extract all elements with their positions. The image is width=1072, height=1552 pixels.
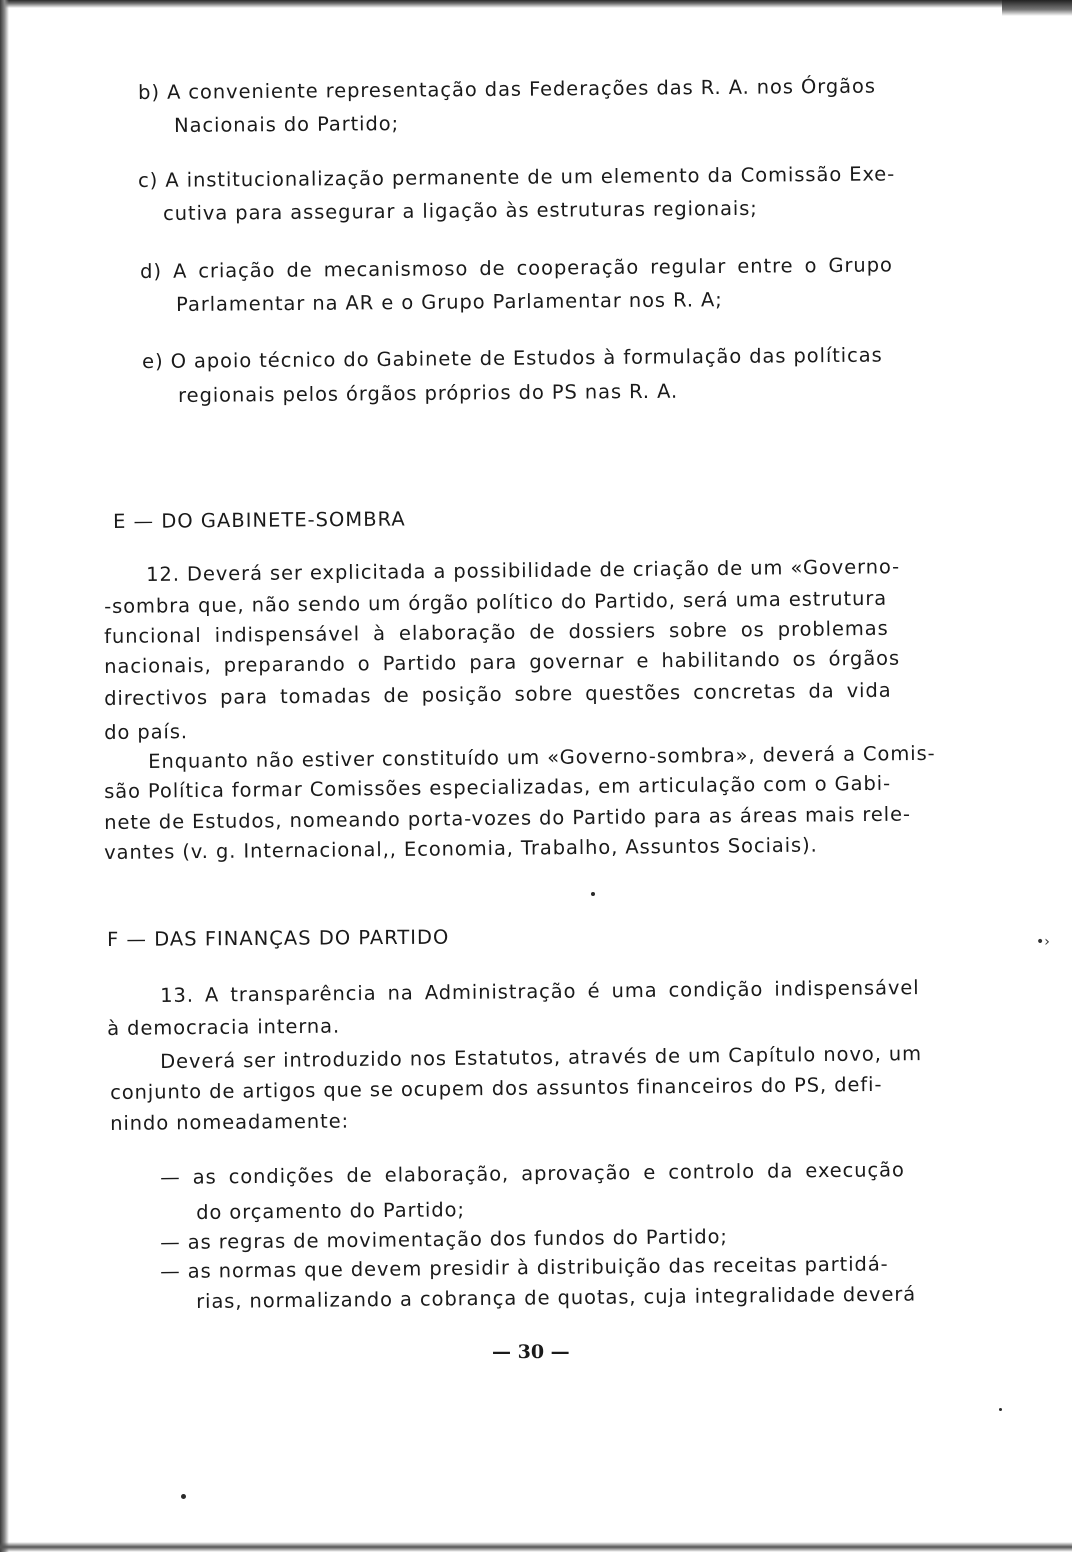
section-e-heading: E — DO GABINETE-SOMBRA <box>113 507 406 533</box>
item-e-text-1: O apoio técnico do Gabinete de Estudos à formulação das políticas <box>170 343 883 373</box>
para-13-line-2: à democracia interna. <box>107 1014 341 1040</box>
item-b-letter: b) <box>138 80 161 104</box>
para-13-line-1: 13. A transparência na Administração é uma condição indispensável <box>160 976 920 1007</box>
item-e-line-1 <box>142 341 883 377</box>
dash-item-3-line-1: — as normas que devem presidir à distribuição das receitas partidá- <box>160 1252 889 1283</box>
item-b-line-1 <box>138 72 876 108</box>
para-12-line-1: 12. Deverá ser explicitada a possibilidade de criação de um «Governo- <box>146 555 901 586</box>
scan-corner-mark <box>1002 0 1072 16</box>
page-number: — 30 — <box>492 1341 570 1363</box>
para-12-line-3: funcional indispensável à elaboração de dossiers sobre os problemas <box>104 616 889 648</box>
item-c-text-2: cutiva para assegurar a ligação às estruturas regionais; <box>163 196 758 225</box>
item-c-line-1 <box>138 159 895 196</box>
section-f-heading: F — DAS FINANÇAS DO PARTIDO <box>107 925 450 951</box>
para-12-line-4: nacionais, preparando o Partido para governar e habilitando os órgãos <box>104 646 901 678</box>
item-d-text-1: A criação de mecanismoso de cooperação regular entre o Grupo <box>172 253 893 283</box>
scan-edge-bottom <box>0 1542 1072 1552</box>
dash-item-2-line-1: — as regras de movimentação dos fundos do Partido; <box>160 1225 728 1254</box>
margin-mark: •› <box>1036 934 1050 950</box>
para-12b-line-2: são Política formar Comissões especializadas, em articulação com o Gabi- <box>104 771 892 803</box>
para-13b-line-3: nindo nomeadamente: <box>110 1109 350 1135</box>
para-12-line-2: -sombra que, não sendo um órgão político do Partido, será uma estrutura <box>104 586 888 618</box>
item-c-text-1: A institucionalização permanente de um elemento da Comissão Exe- <box>165 162 896 192</box>
scan-speck <box>181 1494 186 1499</box>
item-b-text-2: Nacionais do Partido; <box>174 112 400 137</box>
para-12b-line-1: Enquanto não estiver constituído um «Governo-sombra», deverá a Comis- <box>148 741 936 773</box>
para-13b-line-2: conjunto de artigos que se ocupem dos assuntos financeiros do PS, defi- <box>110 1072 883 1104</box>
para-12-line-5: directivos para tomadas de posição sobre questões concretas da vida <box>104 678 892 710</box>
item-d-text-2: Parlamentar na AR e o Grupo Parlamentar nos R. A; <box>176 288 723 316</box>
para-12b-line-3: nete de Estudos, nomeando porta-vozes do Partido para as áreas mais rele- <box>104 802 911 834</box>
scan-speck <box>591 892 595 896</box>
para-13b-line-1: Deverá ser introduzido nos Estatutos, através de um Capítulo novo, um <box>160 1042 923 1073</box>
para-12-line-6: do país. <box>104 720 189 744</box>
item-e-text-2: regionais pelos órgãos próprios do PS nas R. A. <box>178 379 679 407</box>
scan-edge-left <box>0 0 9 1552</box>
dash-item-3-line-2: rias, normalizando a cobrança de quotas, cuja integralidade deverá <box>196 1282 917 1313</box>
scan-speck <box>999 1408 1002 1411</box>
item-e-letter: e) <box>142 349 164 373</box>
item-d-letter: d) <box>140 259 163 283</box>
para-12b-line-4: vantes (v. g. Internacional,, Economia, Trabalho, Assuntos Sociais). <box>104 833 818 864</box>
dash-item-1-line-2: do orçamento do Partido; <box>196 1198 465 1224</box>
scan-edge-top <box>0 0 1072 8</box>
item-b-text-1: A conveniente representação das Federações das R. A. nos Órgãos <box>166 74 876 104</box>
item-c-letter: c) <box>138 168 159 192</box>
dash-item-1-line-1: — as condições de elaboração, aprovação e controlo da execução <box>160 1158 905 1189</box>
item-d-line-1 <box>140 250 893 287</box>
